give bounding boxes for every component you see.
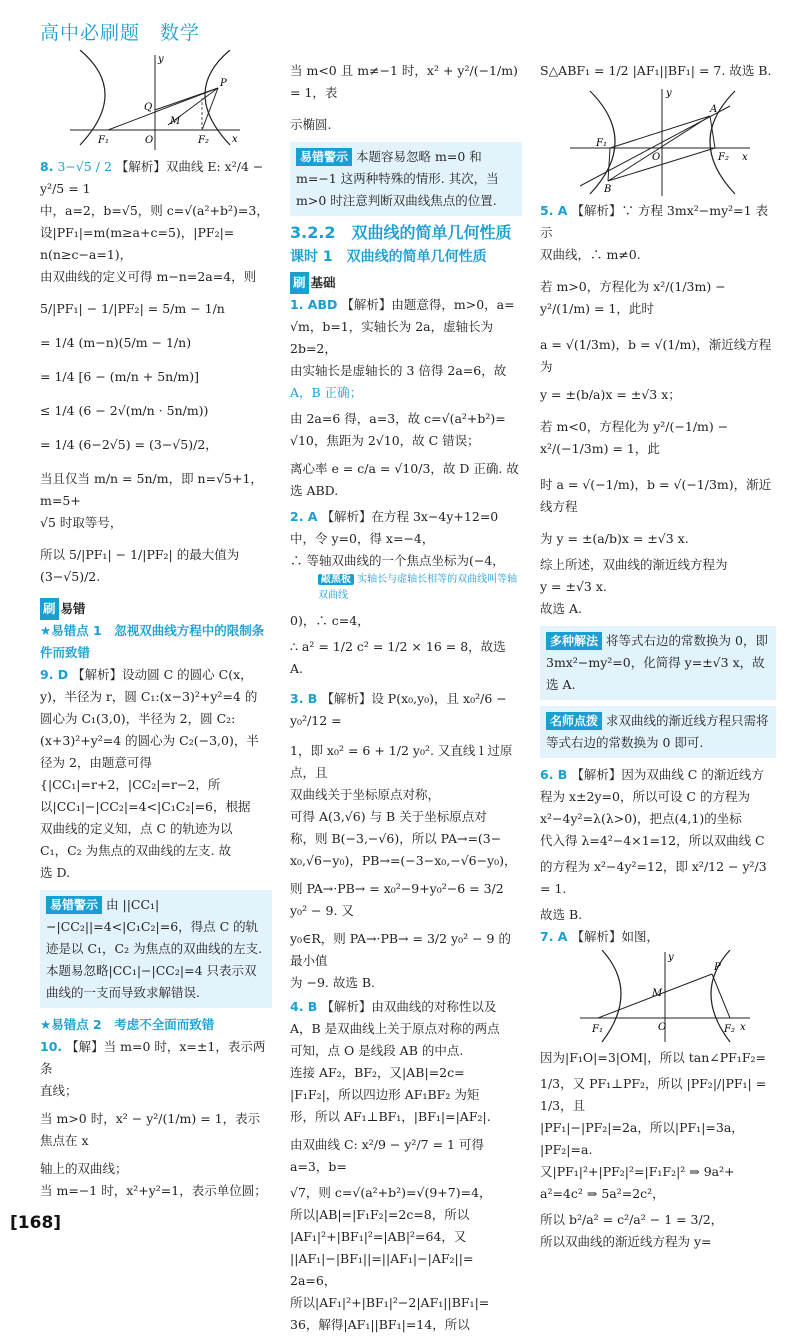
q10-line-1: 直线；	[40, 1083, 78, 1098]
fig3-label-p: P	[714, 962, 721, 973]
q4-line-5: 形，所以 AF₁⊥BF₁，|BF₁|=|AF₂|.	[290, 1109, 491, 1124]
warning-tag-2: 易错警示	[296, 148, 352, 166]
warning-note-1	[40, 890, 272, 1008]
q1-line-3: A，B 正确；	[290, 385, 363, 400]
hyperbola-figure-3	[580, 950, 750, 1045]
easy-error-title: 易错	[60, 601, 86, 616]
fig2-label-f2: F₂	[718, 152, 729, 163]
fig1-label-f2: F₂	[198, 135, 209, 146]
fig3-label-y: y	[668, 952, 674, 963]
q3-line-0: 【解析】设 P(x₀,y₀)，且 x₀²/6 − y₀²/12 =	[290, 691, 507, 728]
q1-line-5: √10，焦距为 2√10，故 C 错误；	[290, 433, 480, 448]
warning-text-1: 由 ||CC₁|−|CC₂||=4<|C₁C₂|=6，得点 C 的轨迹是以 C₁，C₂ 为焦点的双曲线的左支. 本题易忽略|CC₁|−|CC₂|=4 只表示双曲线的一支而导致求解错误.	[46, 897, 263, 1000]
column-2	[290, 50, 522, 1336]
teacher-note	[540, 706, 776, 758]
q2-number: 2. A	[290, 509, 318, 524]
q10-block	[40, 1036, 272, 1080]
q5-line-8: 综上所述，双曲线的渐近线方程为	[540, 557, 728, 572]
fig1-label-f1: F₁	[98, 135, 109, 146]
error-point-1: ★易错点 1 忽视双曲线方程中的限制条件而致错	[40, 623, 265, 660]
fig1-label-x: x	[232, 134, 238, 145]
q9-line-4: 径为 2，由题意可得 {|CC₁|=r+2，|CC₂|=r−2，所	[40, 755, 221, 792]
c2-top-line-1: 示椭圆.	[290, 117, 332, 132]
q9-number: 9. D	[40, 667, 69, 682]
q1-line-2: 由实轴长是虚轴长的 3 倍得 2a=6，故	[290, 363, 507, 378]
q5-line-2: 若 m>0，方程化为 x²/(1/3m) − y²/(1/m) = 1，此时	[540, 279, 726, 316]
q5-line-1: 双曲线，∴ m≠0.	[540, 247, 641, 262]
q9-block	[40, 664, 272, 686]
fig1-label-y: y	[158, 54, 164, 65]
q3-line-4: 称，则 B(−3,−√6)，所以 PA→=(3−	[290, 831, 502, 846]
q5-line-6: 时 a = √(−1/m)，b = √(−1/3m)，渐近线方程	[540, 477, 772, 514]
q10-line-0: 【解】当 m=0 时，x=±1，表示两条	[40, 1039, 266, 1076]
q8-line-4: 由双曲线的定义可得 m−n=2a=4，则	[40, 269, 257, 284]
q6-line-1: 程为 x±2y=0，所以可设 C 的方程为	[540, 789, 750, 804]
q5-line-5: 若 m<0，方程化为 y²/(−1/m) − x²/(−1/3m) = 1，此	[540, 419, 729, 456]
q4-line-12: 所以|AF₁|²+|BF₁|²−2|AF₁||BF₁|=	[290, 1295, 490, 1310]
q8-number: 8.	[40, 159, 54, 174]
q3-block	[290, 688, 522, 732]
warning-tag-1: 易错警示	[46, 896, 102, 914]
fig2-label-b: B	[604, 184, 612, 195]
fig3-label-m: M	[652, 988, 663, 999]
q5-line-7: 为 y = ±(a/b)x = ±√3 x.	[540, 531, 689, 546]
q8-line-7: = 1/4 [6 − (m/n + 5n/m)]	[40, 369, 200, 384]
q1-line-7: 选 ABD.	[290, 483, 339, 498]
q7-line-7: 所以双曲线的渐近线方程为 y=	[540, 1234, 712, 1249]
q9-line-5: 以|CC₁|−|CC₂|=4<|C₁C₂|=6，根据	[40, 799, 251, 814]
q6-line-4: 的方程为 x²−4y²=12，即 x²/12 − y²/3 = 1.	[540, 859, 767, 896]
q1-line-6: 离心率 e = c/a = √10/3，故 D 正确. 故	[290, 461, 519, 476]
q3-line-1: 1，即 x₀² = 6 + 1/2 y₀². 又直线 l 过原点，且	[290, 743, 513, 780]
q5-line-3: a = √(1/3m)，b = √(1/m)，渐近线方程为	[540, 337, 772, 374]
q3-line-2: 双曲线关于坐标原点对称，	[290, 787, 441, 802]
q2-block	[290, 506, 522, 528]
q9-line-2: 圆心为 C₁(3,0)，半径为 2，圆 C₂:	[40, 711, 236, 726]
q10-line-4: 当 m=−1 时，x²+y²=1，表示单位圆；	[40, 1183, 267, 1198]
fig2-label-f1: F₁	[596, 138, 607, 149]
fig3-label-x: x	[740, 1022, 746, 1033]
q8-line-12: 所以 5/|PF₁| − 1/|PF₂| 的最大值为 (3−√5)/2.	[40, 547, 240, 584]
q8-line-1: 中，a=2，b=√5，则 c=√(a²+b²)=3，	[40, 203, 269, 218]
fig1-label-m: M	[170, 116, 181, 127]
error-point-2: ★易错点 2 考虑不全面而致错	[40, 1017, 215, 1032]
q2-line-2: ∴ 等轴双曲线的一个焦点坐标为(−4，	[290, 553, 505, 568]
q8-line-0: 【解析】双曲线 E: x²/4 − y²/5 = 1	[40, 159, 264, 196]
q9-line-3: (x+3)²+y²=4 的圆心为 C₂(−3,0)，半	[40, 733, 259, 748]
q4-number: 4. B	[290, 999, 318, 1014]
q10-line-3: 轴上的双曲线；	[40, 1161, 128, 1176]
q7-number: 7. A	[540, 929, 568, 944]
q8-line-3: n(n≥c−a=1)，	[40, 247, 133, 262]
q9-line-8: 选 D.	[40, 865, 71, 880]
q7-line-6: 所以 b²/a² = c²/a² − 1 = 3/2，	[540, 1212, 724, 1227]
q3-line-3: 可得 A(3,√6) 与 B 关于坐标原点对	[290, 809, 487, 824]
q4-line-1: A，B 是双曲线上关于原点对称的两点	[290, 1021, 500, 1036]
fig2-label-o: O	[652, 152, 661, 163]
q5-number: 5. A	[540, 203, 568, 218]
q4-line-7: √7，则 c=√(a²+b²)=√(9+7)=4，	[290, 1185, 492, 1200]
q2-tip-text: 实轴长与虚轴长相等的双曲线叫等轴双曲线	[318, 574, 518, 601]
c2-top-line-0: 当 m<0 且 m≠−1 时，x² + y²/(−1/m) = 1，表	[290, 63, 518, 100]
fig2-label-y: y	[666, 88, 672, 99]
column-3	[540, 50, 776, 1253]
q7-line-5: a²=4c² ⇒ 5a²=2c²，	[540, 1186, 665, 1201]
hyperbola-figure-2	[570, 86, 750, 196]
q3-line-5: x₀,√6−y₀)，PB→=(−3−x₀,−√6−y₀)，	[290, 853, 517, 868]
fig1-label-o: O	[145, 135, 154, 146]
q6-line-5: 故选 B.	[540, 907, 583, 922]
q2-line2-1: ∴ a² = 1/2 c² = 1/2 × 16 = 8，故选 A.	[290, 639, 506, 676]
q8-line-11: √5 时取等号，	[40, 515, 123, 530]
method-text: 将等式右边的常数换为 0，即 3mx²−my²=0，化简得 y=±√3 x，故选 A.	[546, 633, 768, 692]
q9-line-6: 双曲线的定义知，点 C 的轨迹为以	[40, 821, 233, 836]
q4-line-9: |AF₁|²+|BF₁|²=|AB|²=64，又	[290, 1229, 467, 1244]
teacher-tag: 名师点拨	[546, 712, 602, 730]
q1-line-4: 由 2a=6 得，a=3，故 c=√(a²+b²)=	[290, 411, 506, 426]
basic-badge: 刷	[290, 272, 309, 294]
q5-line-0: 【解析】∵ 方程 3mx²−my²=1 表示	[540, 203, 769, 240]
q4-line-11: 2a=6，	[290, 1273, 337, 1288]
q7-line-0: 因为|F₁O|=3|OM|，所以 tan∠PF₁F₂=	[540, 1050, 766, 1065]
warning-text-2: 本题容易忽略 m=0 和 m=−1 这两种特殊的情形. 其次，当 m>0 时注意判断双曲线焦点的位置.	[296, 149, 499, 208]
q3-line-7: y₀∈R，则 PA→·PB→ = 3/2 y₀² − 9 的最小值	[290, 931, 511, 968]
q7-line-4: 又|PF₁|²+|PF₂|²=|F₁F₂|² ⇒ 9a²+	[540, 1164, 735, 1179]
q7-line-1: 1/3，又 PF₁⊥PF₂，所以 |PF₂|/|PF₁| = 1/3，且	[540, 1076, 767, 1113]
easy-error-heading	[40, 598, 272, 620]
lesson-title: 课时 1 双曲线的简单几何性质	[290, 249, 487, 265]
q2-line-1: 中，令 y=0，得 x=−4，	[290, 531, 435, 546]
q8-line-6: = 1/4 (m−n)(5/m − 1/n)	[40, 335, 192, 350]
q8-line-5: 5/|PF₁| − 1/|PF₂| = 5/m − 1/n	[40, 301, 225, 316]
q4-line-3: 连接 AF₂，BF₂，又|AB|=2c=	[290, 1065, 465, 1080]
page-number: [168]	[10, 1213, 62, 1233]
q6-line-2: x²−4y²=λ(λ>0)，把点(4,1)的坐标	[540, 811, 742, 826]
fig2-label-x: x	[742, 152, 748, 163]
q9-line-7: C₁，C₂ 为焦点的双曲线的左支. 故	[40, 843, 232, 858]
fig1-label-p: P	[220, 78, 227, 89]
q4-line-4: |F₁F₂|，所以四边形 AF₁BF₂ 为矩	[290, 1087, 480, 1102]
q9-line-0: 【解析】设动圆 C 的圆心 C(x，	[72, 667, 253, 682]
c3-top-line: S△ABF₁ = 1/2 |AF₁||BF₁| = 7. 故选 B.	[540, 63, 772, 78]
q4-line-6: 由双曲线 C: x²/9 − y²/7 = 1 可得 a=3，b=	[290, 1137, 484, 1174]
q3-number: 3. B	[290, 691, 318, 706]
section-title: 3.2.2 双曲线的简单几何性质	[290, 223, 512, 242]
q8-line-9: = 1/4 (6−2√5) = (3−√5)/2，	[40, 437, 218, 452]
easy-error-badge: 刷	[40, 598, 59, 620]
q6-number: 6. B	[540, 767, 568, 782]
column-1	[40, 50, 272, 1202]
q4-line-10: ||AF₁|−|BF₁||=||AF₁|−|AF₂||=	[290, 1251, 474, 1266]
basic-heading	[290, 272, 522, 294]
q6-line-0: 【解析】因为双曲线 C 的渐近线方	[571, 767, 764, 782]
q5-line-10: 故选 A.	[540, 601, 582, 616]
q1-number: 1. ABD	[290, 297, 338, 312]
q8-line-8: ≤ 1/4 (6 − 2√(m/n · 5n/m))	[40, 403, 209, 418]
q4-block	[290, 996, 522, 1018]
q4-line-0: 【解析】由双曲线的对称性以及	[321, 999, 497, 1014]
page-header: 高中必刷题 数学	[40, 22, 201, 44]
fig3-label-f2: F₂	[724, 1024, 735, 1035]
fig3-label-o: O	[658, 1022, 667, 1033]
q8-line-10: 当且仅当 m/n = 5n/m，即 n=√5+1，m=5+	[40, 471, 263, 508]
q6-line-3: 代入得 λ=4²−4×1=12，所以双曲线 C	[540, 833, 765, 848]
q7-intro: 【解析】如图，	[571, 929, 659, 944]
q9-line-1: y)，半径为 r，圆 C₁:(x−3)²+y²=4 的	[40, 689, 258, 704]
q7-line-3: |PF₂|=a.	[540, 1142, 593, 1157]
q1-line-0: 【解析】由题意得，m>0，a=	[341, 297, 515, 312]
q1-line-1: √m，b=1，实轴长为 2a，虚轴长为 2b=2，	[290, 319, 494, 356]
q4-line-2: 可知，点 O 是线段 AB 的中点.	[290, 1043, 464, 1058]
q8-answer: 3−√5 / 2	[57, 159, 112, 174]
teacher-text: 求双曲线的渐近线方程只需将等式右边的常数换为 0 即可.	[546, 713, 769, 750]
fig2-label-a: A	[710, 104, 718, 115]
hyperbola-figure-1	[70, 50, 240, 150]
q8-line-2: 设|PF₁|=m(m≥a+c=5)，|PF₂|=	[40, 225, 235, 240]
q7-block	[540, 926, 776, 948]
q6-block	[540, 764, 776, 786]
fig3-label-f1: F₁	[592, 1024, 603, 1035]
q3-line-6: 则 PA→·PB→ = x₀²−9+y₀²−6 = 3/2 y₀² − 9. 又	[290, 881, 504, 918]
warning-note-2	[290, 142, 522, 216]
page-number-value: 168	[17, 1213, 54, 1233]
basic-title: 基础	[310, 275, 336, 290]
q4-line-8: 所以|AB|=|F₁F₂|=2c=8，所以	[290, 1207, 470, 1222]
q10-line-2: 当 m>0 时，x² − y²/(1/m) = 1，表示焦点在 x	[40, 1111, 261, 1148]
q5-line-4: y = ±(b/a)x = ±√3 x；	[540, 387, 681, 402]
q4-line-13: 36，解得|AF₁||BF₁|=14，所以	[290, 1317, 470, 1332]
fig1-label-q: Q	[144, 102, 153, 113]
q5-line-9: y = ±√3 x.	[540, 579, 607, 594]
method-tag: 多种解法	[546, 632, 602, 650]
q2-line-0: 【解析】在方程 3x−4y+12=0	[321, 509, 499, 524]
q8-block	[40, 156, 272, 200]
q1-block	[290, 294, 522, 316]
q2-tip-tag: 敲黑板	[318, 574, 354, 585]
q5-block	[540, 200, 776, 244]
q2-line2-0: 0)，∴ c=4，	[290, 613, 370, 628]
q3-line-8: 为 −9. 故选 B.	[290, 975, 375, 990]
q7-line-2: |PF₁|−|PF₂|=2a，所以|PF₁|=3a，	[540, 1120, 744, 1135]
q10-number: 10.	[40, 1039, 63, 1054]
q2-tip	[290, 572, 522, 604]
method-note	[540, 626, 776, 700]
